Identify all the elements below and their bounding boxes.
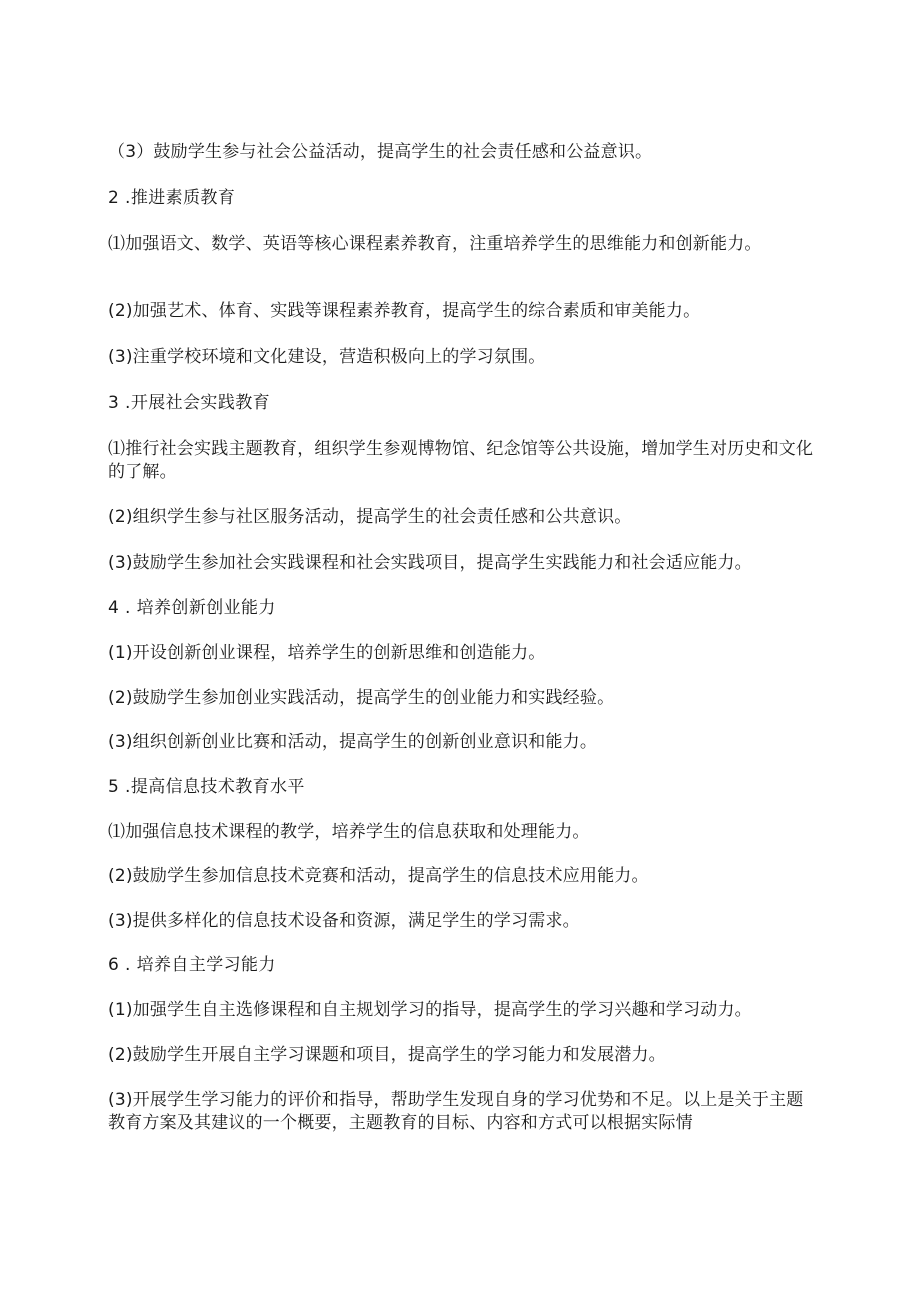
paragraph-6-1: (1)加强学生自主选修课程和自主规划学习的指导，提高学生的学习兴趣和学习动力。 xyxy=(108,1000,752,1020)
paragraph-2-3: (3)注重学校环境和文化建设，营造积极向上的学习氛围。 xyxy=(108,347,546,367)
paragraph-3-2: (2)组织学生参与社区服务活动，提高学生的社会责任感和公共意识。 xyxy=(108,507,632,527)
paragraph-2-1: ⑴加强语文、数学、英语等核心课程素养教育，注重培养学生的思维能力和创新能力。 xyxy=(108,234,762,254)
section-heading-3: 3 .开展社会实践教育 xyxy=(108,393,271,413)
paragraph-6-3-summary: (3)开展学生学习能力的评价和指导，帮助学生发现自身的学习优势和不足。以上是关于主题教育方案及其建议的一个概要，主题教育的目标、内容和方式可以根据实际情 xyxy=(108,1090,804,1133)
paragraph-6-2: (2)鼓励学生开展自主学习课题和项目，提高学生的学习能力和发展潜力。 xyxy=(108,1045,666,1065)
paragraph-item-3-public-welfare: （3）鼓励学生参与社会公益活动，提高学生的社会责任感和公益意识。 xyxy=(108,142,653,162)
paragraph-5-1: ⑴加强信息技术课程的教学，培养学生的信息获取和处理能力。 xyxy=(108,822,590,842)
paragraph-4-3: (3)组织创新创业比赛和活动，提高学生的创新创业意识和能力。 xyxy=(108,732,598,752)
paragraph-3-1: ⑴推行社会实践主题教育，组织学生参观博物馆、纪念馆等公共设施，增加学生对历史和文化的了解。 xyxy=(108,439,814,482)
section-heading-4: 4 . 培养创新创业能力 xyxy=(108,598,276,618)
paragraph-5-3: (3)提供多样化的信息技术设备和资源，满足学生的学习需求。 xyxy=(108,911,580,931)
paragraph-3-3: (3)鼓励学生参加社会实践课程和社会实践项目，提高学生实践能力和社会适应能力。 xyxy=(108,553,752,573)
section-heading-2: 2 .推进素质教育 xyxy=(108,188,236,208)
paragraph-4-2: (2)鼓励学生参加创业实践活动，提高学生的创业能力和实践经验。 xyxy=(108,688,615,708)
paragraph-2-2: (2)加强艺术、体育、实践等课程素养教育，提高学生的综合素质和审美能力。 xyxy=(108,301,701,321)
section-heading-5: 5 .提高信息技术教育水平 xyxy=(108,777,305,797)
paragraph-4-1: (1)开设创新创业课程，培养学生的创新思维和创造能力。 xyxy=(108,643,546,663)
paragraph-5-2: (2)鼓励学生参加信息技术竞赛和活动，提高学生的信息技术应用能力。 xyxy=(108,866,649,886)
section-heading-6: 6 . 培养自主学习能力 xyxy=(108,955,276,975)
